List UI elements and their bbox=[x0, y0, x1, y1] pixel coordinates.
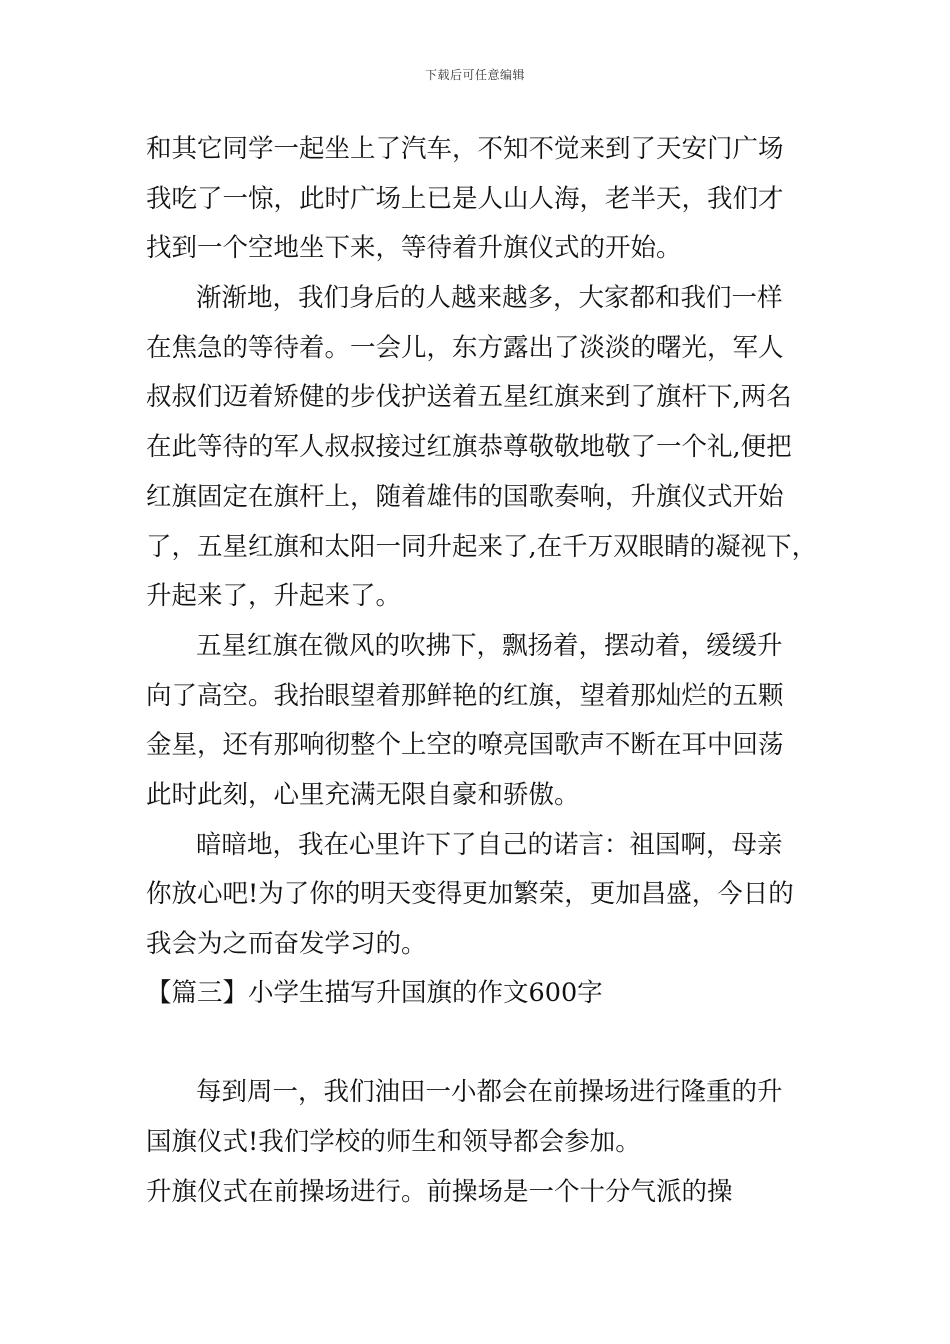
text-line: 每到周一，我们油田一小都会在前操场进行隆重的升 bbox=[196, 1077, 783, 1107]
text-line: 叔叔们迈着矫健的步伐护送着五星红旗来到了旗杆下,两名 bbox=[146, 382, 792, 412]
text-line: 暗暗地，我在心里许下了自己的诺言：祖国啊，母亲 bbox=[196, 830, 783, 860]
section-heading: 【篇三】小学生描写升国旗的作文600字 bbox=[146, 978, 603, 1008]
text-line: 红旗固定在旗杆上，随着雄伟的国歌奏响，升旗仪式开始 bbox=[146, 482, 784, 512]
text-line: 金星，还有那响彻整个上空的嘹亮国歌声不断在耳中回荡 bbox=[146, 730, 784, 760]
text-line: 你放心吧!为了你的明天变得更加繁荣，更加昌盛，今日的 bbox=[146, 879, 794, 909]
text-line: 向了高空。我抬眼望着那鲜艳的红旗，望着那灿烂的五颗 bbox=[146, 681, 784, 711]
text-line: 了，五星红旗和太阳一同升起来了,在千万双眼睛的凝视下， bbox=[146, 532, 818, 562]
text-line: 渐渐地，我们身后的人越来越多，大家都和我们一样 bbox=[196, 283, 783, 313]
text-line: 在此等待的军人叔叔接过红旗恭尊敬敬地敬了一个礼,便把 bbox=[146, 432, 792, 462]
text-line: 找到一个空地坐下来，等待着升旗仪式的开始。 bbox=[146, 233, 682, 263]
text-line: 此时此刻，心里充满无限自豪和骄傲。 bbox=[146, 780, 580, 810]
text-line: 我会为之而奋发学习的。 bbox=[146, 929, 427, 959]
text-line: 我吃了一惊，此时广场上已是人山人海，老半天，我们才 bbox=[146, 184, 784, 214]
text-line: 和其它同学一起坐上了汽车，不知不觉来到了天安门广场 bbox=[146, 134, 784, 164]
page-header: 下载后可任意编辑 bbox=[424, 68, 525, 82]
text-line: 在焦急的等待着。一会儿，东方露出了淡淡的曙光，军人 bbox=[146, 333, 784, 363]
text-line: 国旗仪式!我们学校的师生和领导都会参加。 bbox=[146, 1127, 641, 1157]
text-line: 升旗仪式在前操场进行。前操场是一个十分气派的操 bbox=[146, 1177, 733, 1207]
text-line: 五星红旗在微风的吹拂下，飘扬着，摆动着，缓缓升 bbox=[196, 631, 783, 661]
text-line: 升起来了，升起来了。 bbox=[146, 581, 402, 611]
